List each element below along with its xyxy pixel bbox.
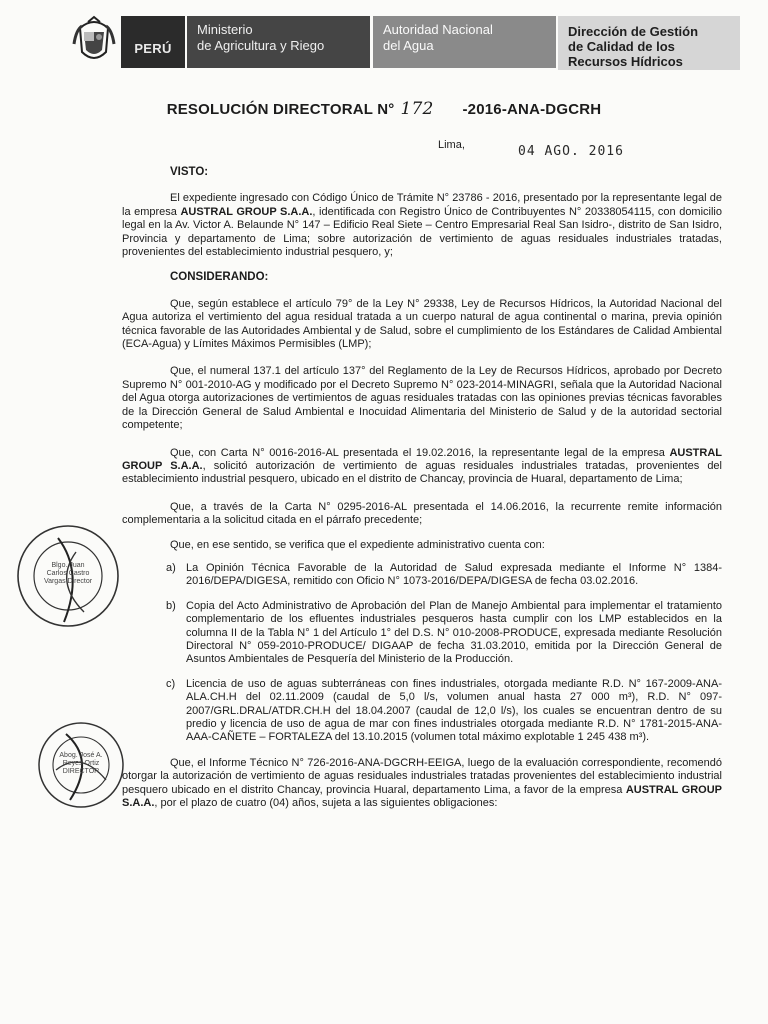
visto-paragraph — [122, 192, 722, 259]
header-direction-line3: Recursos Hídricos — [568, 54, 683, 69]
p6-text-b: , por el plazo de cuatro (04) años, sujeta a las siguientes obligaciones: — [154, 797, 498, 810]
p3-text-b: , solicitó autorización de vertimiento de aguas residuales industriales tratadas, provenientes del establecimiento industrial pesquero, ubicado en el distrito de Chancay, provincia de Huaral, departamento de Lima; — [122, 459, 722, 486]
header-direction-line1: Dirección de Gestión — [568, 24, 699, 39]
considerando-paragraph-5: Que, en ese sentido, se verifica que el expediente administrativo cuenta con: — [170, 538, 545, 551]
coat-of-arms-icon — [72, 14, 116, 66]
resolution-title — [0, 99, 768, 119]
document-body — [122, 158, 722, 810]
considerando-paragraph-4: Que, a través de la Carta N° 0295-2016-AL presentada el 14.06.2016, la recurrente remite información complementaria a la solicitud citada en el párrafo precedente; — [122, 500, 722, 527]
list-item-marker: a) — [166, 561, 176, 574]
p6-company: AUSTRAL GROUP S.A.A. — [122, 783, 722, 810]
header-direction-block — [558, 16, 740, 70]
list-item — [166, 678, 722, 745]
requirements-list — [166, 562, 722, 745]
list-item — [166, 600, 722, 667]
seal2-text: Abog. José A. Reyes Ortiz DIRECTOR — [59, 752, 103, 775]
considerando-paragraph-1: Que, según establece el artículo 79° de la Ley N° 29338, Ley de Recursos Hídricos, la Autoridad Nacional del Agua autoriza el vertimiento del agua residual tratada a un cuerpo natural de agua continental o marina, previa opinión técnica favorable de las Autoridades Ambiental y de Salud, sobre el cumplimiento de los Estándares de Calidad Ambiental (ECA-Agua) y Límites Máximos Permisibles (LMP); — [122, 297, 722, 351]
list-item-marker: b) — [166, 599, 176, 612]
list-item-text: La Opinión Técnica Favorable de la Autoridad de Salud expresada mediante el Informe N° 1384-2016/DEPA/DIGESA, remitido con Oficio N° 1073-2016/DEPA/DIGESA de fecha 03.02.2016. — [186, 561, 722, 588]
place-label: Lima, — [438, 139, 465, 151]
header-country: PERÚ — [134, 41, 172, 56]
official-seal-2 — [36, 720, 126, 810]
header-direction-line2: de Calidad de los — [568, 39, 675, 54]
visto-text-b: , identificada con Registro Único de Contribuyentes N° 20338054115, con domicilio legal en la Av. Victor A. Belaunde N° 147 – Edificio Real Siete – Centro Empresarial Real San Isidro-, distrito de San Isidro, Provincia y departamento de Lima; sobre autorización de vertimiento de aguas residuales industriales tratadas, provenientes del establecimiento industrial pesquero, y; — [122, 205, 722, 259]
considerando-paragraph-3 — [122, 447, 722, 487]
visto-company: AUSTRAL GROUP S.A.A. — [180, 205, 313, 218]
official-seal-1 — [14, 522, 122, 630]
header-authority-line1: Autoridad Nacional — [383, 22, 493, 37]
title-number: 172 — [400, 99, 434, 119]
list-item-text: Copia del Acto Administrativo de Aprobación del Plan de Manejo Ambiental para implementar el tratamiento complementario de los efluentes industriales pesqueros hasta cumplir con los LMP establecidos en la columna II de la Tabla N° 1 del Artículo 1° del D.S. N° 010-2008-PRODUCE, expresada mediante Resolución Directoral N° 059-2010-PRODUCE/ DIGAAP de fecha 31.03.2010, emitida por la Dirección General de Asuntos Ambientales de Pesquería del Ministerio de la Producción. — [186, 599, 722, 666]
title-prefix: RESOLUCIÓN DIRECTORAL N° — [166, 101, 395, 118]
date-stamp: 04 AGO. 2016 — [518, 144, 624, 159]
header-ministry-line2: de Agricultura y Riego — [197, 38, 325, 53]
header-authority-line2: del Agua — [383, 38, 434, 53]
title-suffix: -2016-ANA-DGCRH — [462, 101, 602, 118]
p6-text-a: Que, el Informe Técnico N° 726-2016-ANA-DGCRH-EEIGA, luego de la evaluación correspondiente, recomendó otorgar la autorización de vertimiento de aguas residuales industriales tratadas provenientes del establecimiento industrial pesquero ubicado en el distrito Chancay, provincia Huaral, departamento Lima, a favor de la empresa — [122, 756, 722, 796]
list-item — [166, 562, 722, 589]
p3-text-a: Que, con Carta N° 0016-2016-AL presentada el 19.02.2016, la representante legal de la empresa — [170, 446, 670, 459]
p3-company: AUSTRAL GROUP S.A.A. — [122, 446, 722, 472]
header-ministry-line1: Ministerio — [197, 22, 253, 37]
considerando-heading: CONSIDERANDO: — [170, 271, 269, 284]
considerando-paragraph-2: Que, el numeral 137.1 del artículo 137° del Reglamento de la Ley de Recursos Hídricos, aprobado por Decreto Supremo N° 001-2010-AG y modificado por el Decreto Supremo N° 023-2014-MINAGRI, señala que la Autoridad Nacional del Agua otorga autorizaciones de vertimientos de aguas residuales tratadas con las opiniones previas técnicas favorables de la Dirección General de Salud Ambiental e Inocuidad Alimentaria del Ministerio de Salud y de la autoridad sectorial competente; — [122, 365, 722, 432]
seal1-text: Blgo. Juan Carlos Castro Vargas Director — [43, 562, 93, 585]
header-authority-block — [373, 16, 556, 68]
considerando-paragraph-6 — [122, 757, 722, 811]
list-item-marker: c) — [166, 677, 176, 690]
visto-heading: VISTO: — [170, 166, 209, 178]
header-ministry-block — [187, 16, 370, 68]
list-item-text: Licencia de uso de aguas subterráneas con fines industriales, otorgada mediante R.D. N° 167-2009-ANA-ALA.CH.H del 02.11.2009 (caudal de 5,0 l/s, volumen anual hasta 27 000 m³), R.D. N° 097-2007/GRL.DRAL/ATDR.CH.H del 18.04.2007 (caudal de 12,0 l/s), los cuales se encuentran dentro de su predio y licencia de uso de agua de mar con fines industriales otorgada mediante R.D. N° 1781-2015-ANA-AAA-CAÑETE – FORTALEZA del 13.10.2015 (volumen total máximo explotable 1 245 438 m³). — [186, 677, 722, 744]
header-peru-block — [121, 16, 185, 68]
visto-text-a: El expediente ingresado con Código Único de Trámite N° 23786 - 2016, presentado por la representante legal de la empresa — [122, 192, 722, 218]
